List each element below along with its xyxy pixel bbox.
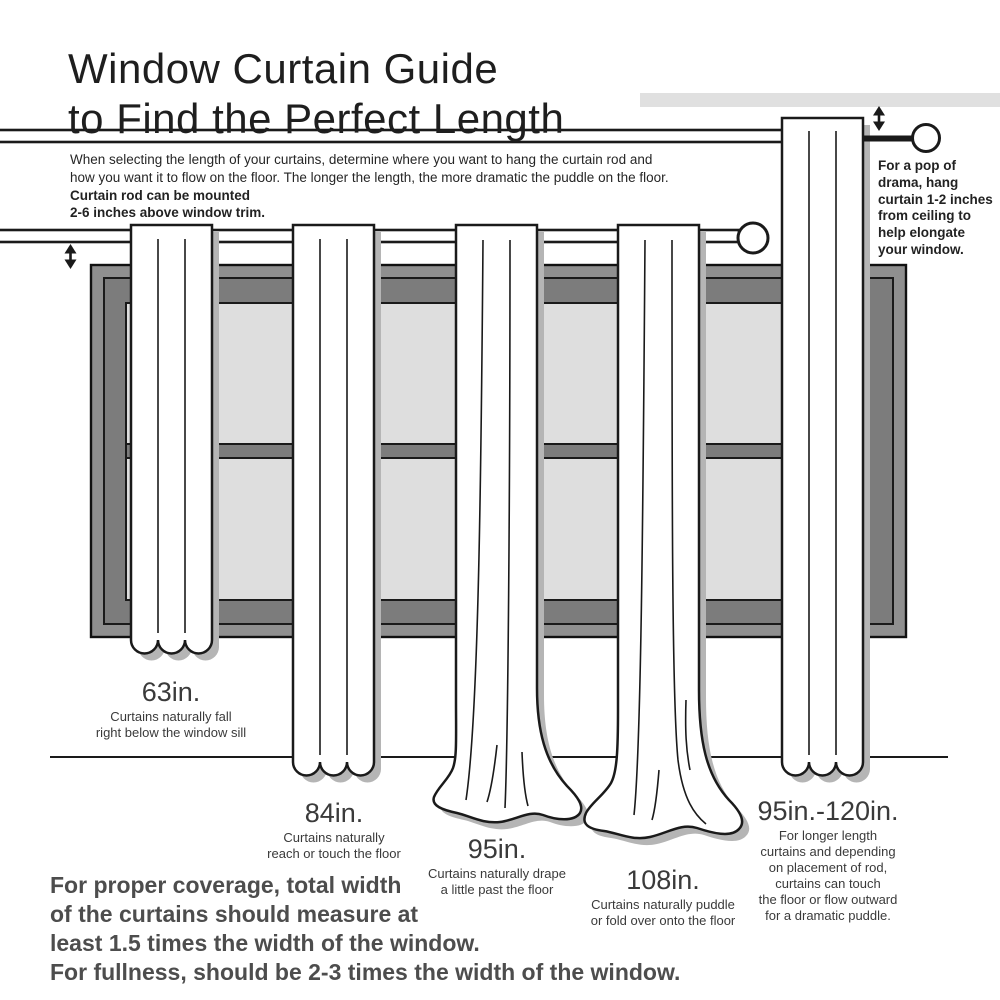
curtain-95-120in <box>782 118 870 783</box>
label-63in <box>96 678 246 741</box>
page-title-line1: Window Curtain Guide <box>68 45 499 93</box>
ceiling-hang-note-line1: For a pop of <box>878 158 956 173</box>
label-95-120in <box>757 797 898 924</box>
label-95-120in-desc-line6: for a dramatic puddle. <box>765 908 891 923</box>
intro-paragraph <box>70 151 669 186</box>
width-guidance-line4: For fullness, should be 2-3 times the width of the window. <box>50 959 681 985</box>
label-108in-desc-line1: Curtains naturally puddle <box>591 897 735 912</box>
ceiling-rod-finial-icon <box>913 125 940 152</box>
intro-line2: how you want it to flow on the floor. The longer the length, the more dramatic the puddle on the floor. <box>70 169 669 185</box>
label-95-120in-desc-line2: curtains and depending <box>760 844 896 859</box>
label-84in <box>267 799 401 862</box>
label-84in-description <box>267 830 401 862</box>
label-95-120in-desc-line4: curtains can touch <box>775 876 881 891</box>
ceiling-hang-note-line2: drama, hang <box>878 174 959 190</box>
curtain-84in <box>293 225 381 783</box>
intro-line1: When selecting the length of your curtains, determine where you want to hang the curtain rod and <box>70 152 653 167</box>
curtain-63in-panel <box>131 225 212 654</box>
page-title <box>68 44 564 144</box>
ceiling-hang-note-line6: your window. <box>878 241 964 257</box>
curtain-95-120in-panel <box>782 118 863 776</box>
label-108in-desc-line2: or fold over onto the floor <box>590 913 736 928</box>
ceiling-hang-note-line3: curtain 1-2 inches <box>878 191 993 207</box>
ceiling-strip <box>640 93 1000 107</box>
width-guidance-paragraph <box>50 871 680 987</box>
label-63in-length: 63in. <box>141 677 201 707</box>
label-95in-length: 95in. <box>467 834 527 864</box>
label-95-120in-desc-line3: on placement of rod, <box>768 860 888 875</box>
width-guidance-line2: of the curtains should measure at <box>50 901 419 927</box>
label-95-120in-desc-line5: the floor or flow outward <box>758 892 898 907</box>
label-84in-length: 84in. <box>304 798 364 828</box>
width-guidance-line1: For proper coverage, total width <box>50 872 402 898</box>
label-63in-desc-line2: right below the window sill <box>95 725 247 740</box>
page-title-line2: to Find the Perfect Length <box>68 95 565 143</box>
rod-mount-note-line1: Curtain rod can be mounted <box>70 188 251 203</box>
rod-mount-note <box>70 188 265 221</box>
label-95-120in-description <box>757 828 898 924</box>
window-rod-finial-icon <box>738 223 768 253</box>
ceiling-hang-note-line5: help elongate <box>878 225 966 241</box>
ceiling-distance-arrow-icon <box>873 106 885 131</box>
ceiling-hang-note-line4: from ceiling to <box>878 208 972 224</box>
curtain-84in-panel <box>293 225 374 776</box>
ceiling-rod-stem <box>862 136 914 142</box>
rod-mount-note-line2: 2-6 inches above window trim. <box>70 204 266 220</box>
label-108in-length: 108in. <box>626 865 700 895</box>
label-95-120in-length: 95in.-120in. <box>757 796 899 826</box>
label-95in-desc-line1: Curtains naturally drape <box>427 866 567 881</box>
ceiling-hang-note <box>878 158 993 259</box>
width-guidance-line3: least 1.5 times the width of the window. <box>50 930 480 956</box>
label-95in-desc-line2: a little past the floor <box>440 882 554 897</box>
label-63in-desc-line1: Curtains naturally fall <box>110 709 232 724</box>
label-84in-desc-line1: Curtains naturally <box>283 830 385 845</box>
curtain-63in <box>131 225 219 661</box>
mount-distance-arrow-icon <box>65 244 77 269</box>
label-95-120in-desc-line1: For longer length <box>778 828 878 843</box>
label-63in-description <box>96 709 246 741</box>
label-84in-desc-line2: reach or touch the floor <box>267 846 401 861</box>
